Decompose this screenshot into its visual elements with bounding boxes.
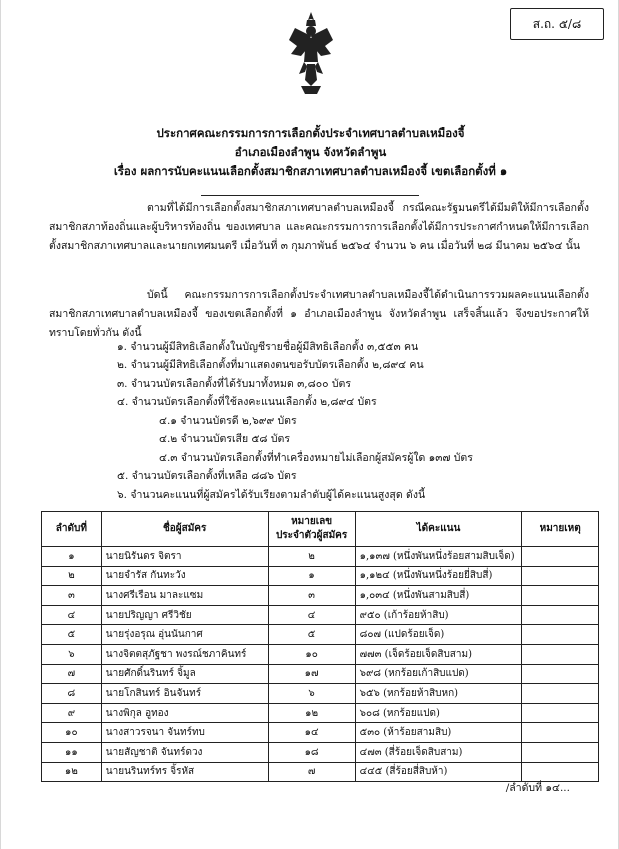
header-name: ชื่อผู้สมัคร (101, 512, 268, 547)
table-row (42, 742, 599, 762)
cell-score: ๕๓๐ (ห้าร้อยสามสิบ) (355, 723, 522, 743)
cell-note (522, 605, 599, 625)
header-no: ลำดับที่ (42, 512, 102, 547)
cell-name: นางสาวรจนา จันทร์ทบ (101, 723, 268, 743)
cell-score: ๑,๐๓๔ (หนึ่งพันสามสิบสี่) (355, 586, 522, 606)
cell-name: นายปริญญา ศรีวิชัย (101, 605, 268, 625)
title-line-3: เรื่อง ผลการนับคะแนนเลือกตั้งสมาชิกสภาเทศบาลตำบลเหมืองจี้ เขตเลือกตั้งที่ ๑ (113, 164, 508, 178)
cell-name: นางจิตตสุภัฐชา พงรณ์ชภาคินทร์ (101, 644, 268, 664)
cell-no: ๑ (42, 547, 102, 567)
cell-note (522, 703, 599, 723)
cell-name: นายศักดิ์นรินทร์ จิ้มูล (101, 664, 268, 684)
table-row (42, 644, 599, 664)
cell-no: ๕ (42, 625, 102, 645)
cell-number: ๑ (268, 566, 355, 586)
cell-no: ๖ (42, 644, 102, 664)
cell-number: ๓ (268, 586, 355, 606)
cell-no: ๙ (42, 703, 102, 723)
cell-score: ๖๕๖ (หกร้อยห้าสิบหก) (355, 684, 522, 704)
table-row (42, 566, 599, 586)
table-row (42, 586, 599, 606)
cell-name: นางพิกุล อูทอง (101, 703, 268, 723)
table-row (42, 547, 599, 567)
cell-score: ๖๐๘ (หกร้อยแปด) (355, 703, 522, 723)
list-item: ๒. จำนวนผู้มีสิทธิเลือกตั้งที่มาแสดงตนขอรับบัตรเลือกตั้ง ๒,๘๙๔ คน (117, 359, 424, 371)
cell-note (522, 723, 599, 743)
cell-score: ๔๔๕ (สี่ร้อยสี่สิบห้า) (355, 762, 522, 782)
cell-number: ๑๔ (268, 723, 355, 743)
cell-name: นายรุ่งอรุณ อุ่นนันกาศ (101, 625, 268, 645)
cell-no: ๑๐ (42, 723, 102, 743)
announcement-title (1, 124, 619, 181)
cell-no: ๑๒ (42, 762, 102, 782)
list-item: ๕. จำนวนบัตรเลือกตั้งที่เหลือ ๘๘๖ บัตร (117, 470, 297, 482)
cell-note (522, 664, 599, 684)
list-item: ๔.๒ จำนวนบัตรเสีย ๕๘ บัตร (159, 433, 290, 445)
header-score: ได้คะแนน (355, 512, 522, 547)
table-row (42, 723, 599, 743)
cell-score: ๘๐๗ (แปดร้อยเจ็ด) (355, 625, 522, 645)
table-row (42, 625, 599, 645)
paragraph-announcement: บัดนี้ คณะกรรมการการเลือกตั้งประจำเทศบาลตำบลเหมืองจี้ได้ดำเนินการรวมผลคะแนนเลือกตั้งสมาชิกสภาเทศบาลตำบลเหมืองจี้ ของเขตเลือกตั้งที่ ๑ อำเภอเมืองลำพูน จังหวัดลำพูน เสร็จสิ้นแล้ว จึงขอประกาศให้ทราบโดยทั่วกัน ดังนี้ (49, 289, 589, 339)
cell-score: ๙๕๐ (เก้าร้อยห้าสิบ) (355, 605, 522, 625)
cell-score: ๖๙๘ (หกร้อยเก้าสิบแปด) (355, 664, 522, 684)
cell-note (522, 586, 599, 606)
cell-name: นายนิรันดร จิตรา (101, 547, 268, 567)
garuda-emblem-icon (287, 10, 335, 96)
cell-number: ๔ (268, 605, 355, 625)
cell-no: ๑๑ (42, 742, 102, 762)
list-item: ๔. จำนวนบัตรเลือกตั้งที่ใช้ลงคะแนนเลือกตั้ง ๒,๘๙๔ บัตร (117, 396, 377, 408)
cell-name: นางศรีเรือน มาละแซม (101, 586, 268, 606)
cell-number: ๕ (268, 625, 355, 645)
cell-name: นายสัญชาติ จันทร์ดวง (101, 742, 268, 762)
form-code: ส.ถ. ๕/๘ (532, 16, 582, 31)
cell-number: ๑๒ (268, 703, 355, 723)
title-line-1: ประกาศคณะกรรมการการเลือกตั้งประจำเทศบาลตำบลเหมืองจี้ (156, 126, 465, 140)
cell-score: ๗๗๓ (เจ็ดร้อยเจ็ดสิบสาม) (355, 644, 522, 664)
cell-number: ๖ (268, 684, 355, 704)
cell-number: ๑๗ (268, 664, 355, 684)
cell-number: ๑๘ (268, 742, 355, 762)
cell-no: ๔ (42, 605, 102, 625)
paragraph-background: ตามที่ได้มีการเลือกตั้งสมาชิกสภาเทศบาลตำบลเหมืองจี้ กรณีคณะรัฐมนตรีได้มีมติให้มีการเลือกตั้งสมาชิกสภาท้องถิ่นและผู้บริหารท้องถิ่น ของเทศบาล และคณะกรรมการการเลือกตั้งได้มีการประกาศกำหนดให้มีการเลือกตั้งสมาชิกสภาเทศบาลและนายกเทศมนตรี เมื่อวันที่ ๓ กุมภาพันธ์ ๒๕๖๔ จำนวน ๖ คน เมื่อวันที่ ๒๘ มีนาคม ๒๕๖๔ นั้น (49, 202, 589, 252)
cell-note (522, 742, 599, 762)
cell-note (522, 684, 599, 704)
continuation-note: /ลำดับที่ ๑๔... (505, 782, 570, 794)
cell-no: ๓ (42, 586, 102, 606)
results-table (41, 511, 599, 782)
list-item: ๑. จำนวนผู้มีสิทธิเลือกตั้งในบัญชีรายชื่อผู้มีสิทธิเลือกตั้ง ๓,๕๕๓ คน (117, 341, 419, 353)
title-divider (201, 195, 419, 196)
cell-name: นายโกสินทร์ อินจันทร์ (101, 684, 268, 704)
cell-score: ๔๗๓ (สี่ร้อยเจ็ดสิบสาม) (355, 742, 522, 762)
cell-no: ๒ (42, 566, 102, 586)
cell-no: ๘ (42, 684, 102, 704)
cell-score: ๑,๑๒๔ (หนึ่งพันหนึ่งร้อยยี่สิบสี่) (355, 566, 522, 586)
cell-score: ๑,๑๓๗ (หนึ่งพันหนึ่งร้อยสามสิบเจ็ด) (355, 547, 522, 567)
cell-name: นายจำรัส กันทะวัง (101, 566, 268, 586)
cell-no: ๗ (42, 664, 102, 684)
cell-note (522, 566, 599, 586)
cell-note (522, 644, 599, 664)
table-header-row (42, 512, 599, 547)
cell-number: ๒ (268, 547, 355, 567)
cell-name: นายนรินทร์ทร จิ้รหัส (101, 762, 268, 782)
title-line-2: อำเภอเมืองลำพูน จังหวัดลำพูน (234, 145, 387, 159)
list-item: ๔.๓ จำนวนบัตรเลือกตั้งที่ทำเครื่องหมายไม่เลือกผู้สมัครผู้ใด ๑๓๗ บัตร (159, 451, 473, 464)
cell-number: ๑๐ (268, 644, 355, 664)
list-item: ๔.๑ จำนวนบัตรดี ๒,๖๙๙ บัตร (159, 414, 297, 427)
table-row (42, 605, 599, 625)
cell-number: ๗ (268, 762, 355, 782)
list-item: ๖. จำนวนคะแนนที่ผู้สมัครได้รับเรียงตามลำดับผู้ได้คะแนนสูงสุด ดังนี้ (117, 488, 426, 501)
table-row (42, 684, 599, 704)
table-row (42, 664, 599, 684)
list-item: ๓. จำนวนบัตรเลือกตั้งที่ได้รับมาทั้งหมด ๓,๘๐๐ บัตร (117, 377, 351, 390)
header-number: หมายเลข ประจำตัวผู้สมัคร (268, 512, 355, 547)
form-code-box (510, 8, 604, 40)
header-note: หมายเหตุ (522, 512, 599, 547)
table-row (42, 703, 599, 723)
cell-note (522, 625, 599, 645)
cell-note (522, 547, 599, 567)
